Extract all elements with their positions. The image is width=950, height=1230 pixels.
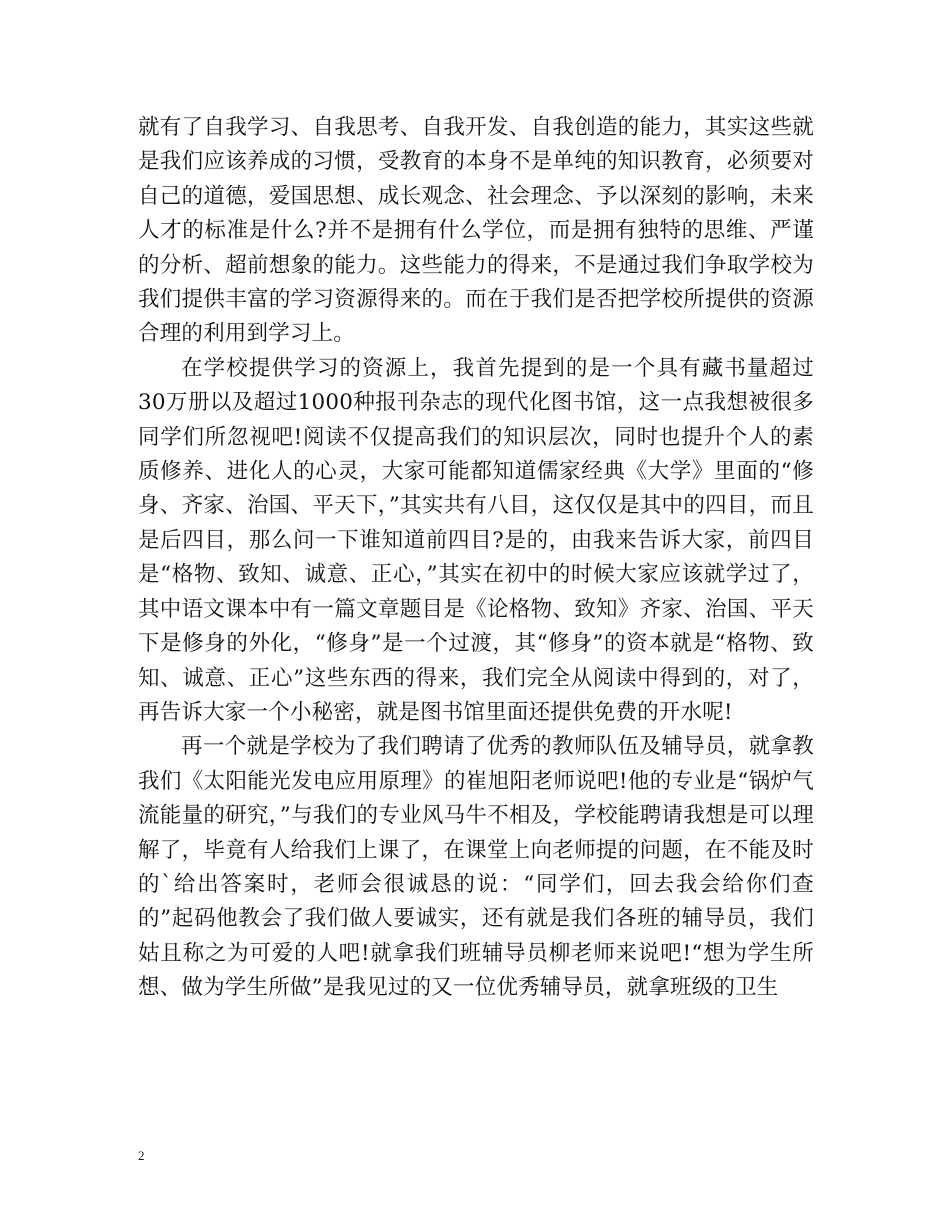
paragraph-1: 就有了自我学习、自我思考、自我开发、自我创造的能力，其实这些就是我们应该养成的习惯，受教育的本身不是单纯的知识教育，必须要对自己的道德，爱国思想、成长观念、社会理念、予以深刻的影响，未来人才的标准是什么?并不是拥有什么学位，而是拥有独特的思维、严谨的分析、超前想象的能力。这些能力的得来，不是通过我们争取学校为我们提供丰富的学习资源得来的。而在于我们是否把学校所提供的资源合理的利用到学习上。 [138, 115, 814, 347]
paragraph-2: 在学校提供学习的资源上，我首先提到的是一个具有藏书量超过30万册以及超过1000种报刊杂志的现代化图书馆，这一点我想被很多同学们所忽视吧!阅读不仅提高我们的知识层次，同时也提升个人的素质修养、进化人的心灵，大家可能都知道儒家经典《大学》里面的“修身、齐家、治国、平天下，”其实共有八目，这仅仅是其中的四目，而且是后四目，那么问一下谁知道前四目?是的，由我来告诉大家，前四目是“格物、致知、诚意、正心，”其实在初中的时候大家应该就学过了，其中语文课本中有一篇文章题目是《论格物、致知》齐家、治国、平天下是修身的外化，“修身”是一个过渡，其“修身”的资本就是“格物、致知、诚意、正心”这些东西的得来，我们完全从阅读中得到的，对了，再告诉大家一个小秘密，就是图书馆里面还提供免费的开水呢! [138, 355, 814, 725]
document-body [138, 111, 814, 1006]
paragraph-3: 再一个就是学校为了我们聘请了优秀的教师队伍及辅导员，就拿教我们《太阳能光发电应用原理》的崔旭阳老师说吧!他的专业是“锅炉气流能量的研究，”与我们的专业风马牛不相及，学校能聘请我想是可以理解了，毕竟有人给我们上课了，在课堂上向老师提的问题，在不能及时的`给出答案时，老师会很诚恳的说：“同学们，回去我会给你们查的”起码他教会了我们做人要诚实，还有就是我们各班的辅导员，我们姑且称之为可爱的人吧!就拿我们班辅导员柳老师来说吧!“想为学生所想、做为学生所做”是我见过的又一位优秀辅导员，就拿班级的卫生 [138, 734, 814, 1001]
page-number: 2 [138, 1148, 145, 1163]
